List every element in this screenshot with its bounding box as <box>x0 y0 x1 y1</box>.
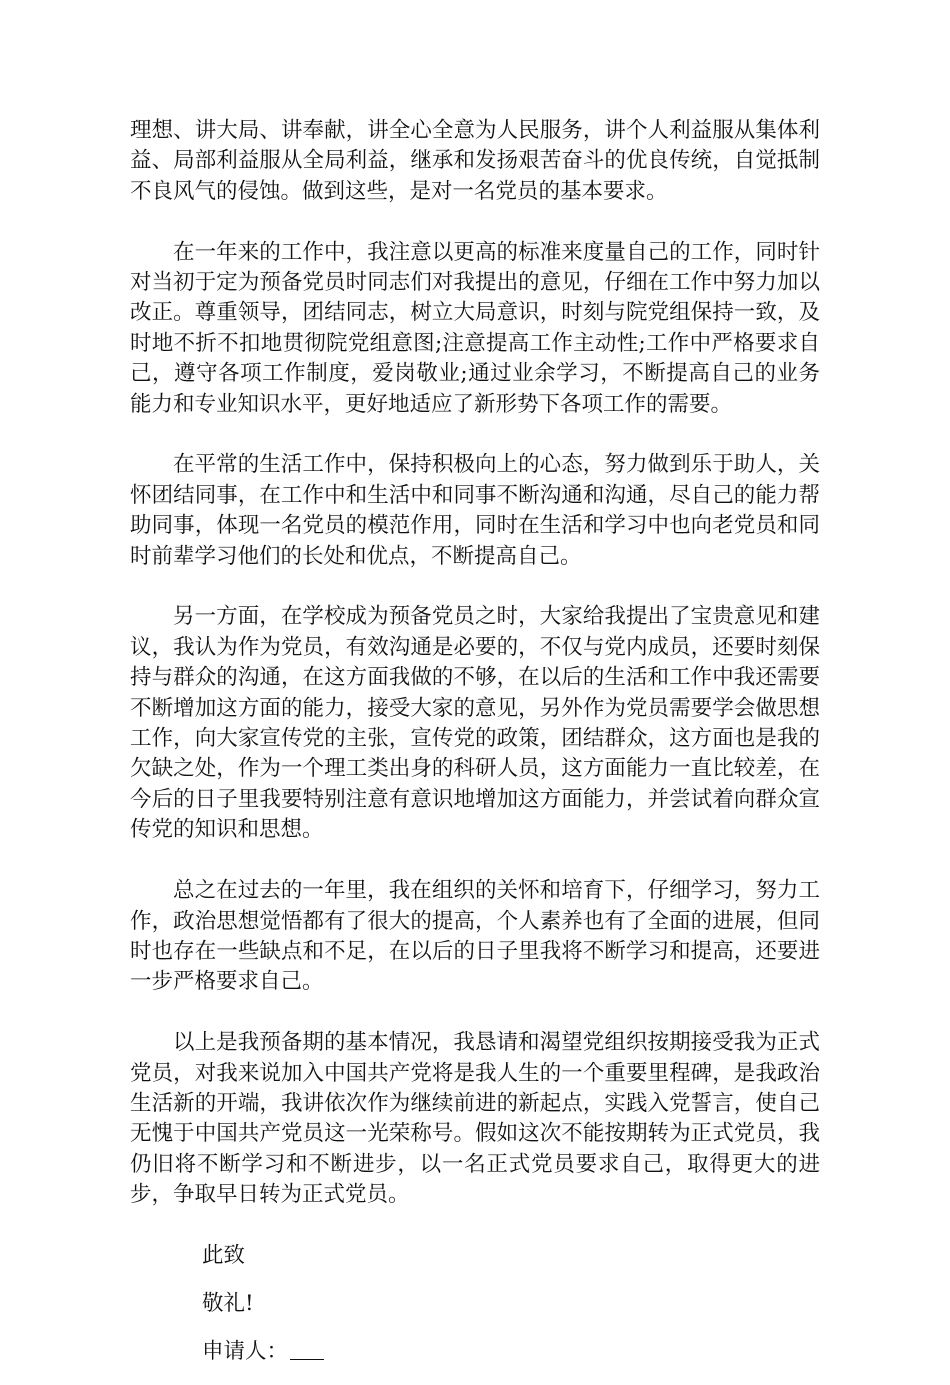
letter-body <box>130 116 820 1385</box>
applicant-label: 申请人： <box>202 1338 289 1364</box>
paragraph-work: 在一年来的工作中，我注意以更高的标准来度量自己的工作，同时针对当初于定为预备党员时同志们对我提出的意见，仔细在工作中努力加以改正。尊重领导，团结同志，树立大局意识，时刻与院党组保持一致，及时地不折不扣地贯彻院党组意图;注意提高工作主动性;工作中严格要求自己，遵守各项工作制度，爱岗敬业;通过业余学习，不断提高自己的业务能力和专业知识水平，更好地适应了新形势下各项工作的需要。 <box>130 239 820 417</box>
paragraph-shortcomings: 另一方面，在学校成为预备党员之时，大家给我提出了宝贵意见和建议，我认为作为党员，有效沟通是必要的，不仅与党内成员，还要时刻保持与群众的沟通，在这方面我做的不够，在以后的生活和工作中我还需要不断增加这方面的能力，接受大家的意见，另外作为党员需要学会做思想工作，向大家宣传党的主张，宣传党的政策，团结群众，这方面也是我的欠缺之处，作为一个理工类出身的科研人员，这方面能力一直比较差，在今后的日子里我要特别注意有意识地增加这方面能力，并尝试着向群众宣传党的知识和思想。 <box>130 604 820 843</box>
closing-regards: 敬礼! <box>202 1290 254 1316</box>
paragraph-request: 以上是我预备期的基本情况，我恳请和渴望党组织按期接受我为正式党员，对我来说加入中国共产党将是我人生的一个重要里程碑，是我政治生活新的开端，我讲依次作为继续前进的新起点，实践入党誓言，使自己无愧于中国共产党员这一光荣称号。假如这次不能按期转为正式党员，我仍旧将不断学习和不断进步，以一名正式党员要求自己，取得更大的进步，争取早日转为正式党员。 <box>130 1030 820 1208</box>
paragraph-summary: 总之在过去的一年里，我在组织的关怀和培育下，仔细学习，努力工作，政治思想觉悟都有了很大的提高，个人素养也有了全面的进展，但同时也存在一些缺点和不足，在以后的日子里我将不断学习和提高，还要进一步严格要求自己。 <box>130 878 820 995</box>
signature-blank <box>290 1339 324 1360</box>
paragraph-continuation: 理想、讲大局、讲奉献，讲全心全意为人民服务，讲个人利益服从集体利益、局部利益服从全局利益，继承和发扬艰苦奋斗的优良传统，自觉抵制不良风气的侵蚀。做到这些，是对一名党员的基本要求。 <box>130 118 820 204</box>
closing-salutation: 此致 <box>202 1242 246 1268</box>
paragraph-life: 在平常的生活工作中，保持积极向上的心态，努力做到乐于助人，关怀团结同事，在工作中和生活中和同事不断沟通和沟通，尽自己的能力帮助同事，体现一名党员的模范作用，同时在生活和学习中也向老党员和同时前辈学习他们的长处和优点，不断提高自己。 <box>130 452 820 569</box>
applicant-line <box>130 1337 820 1367</box>
